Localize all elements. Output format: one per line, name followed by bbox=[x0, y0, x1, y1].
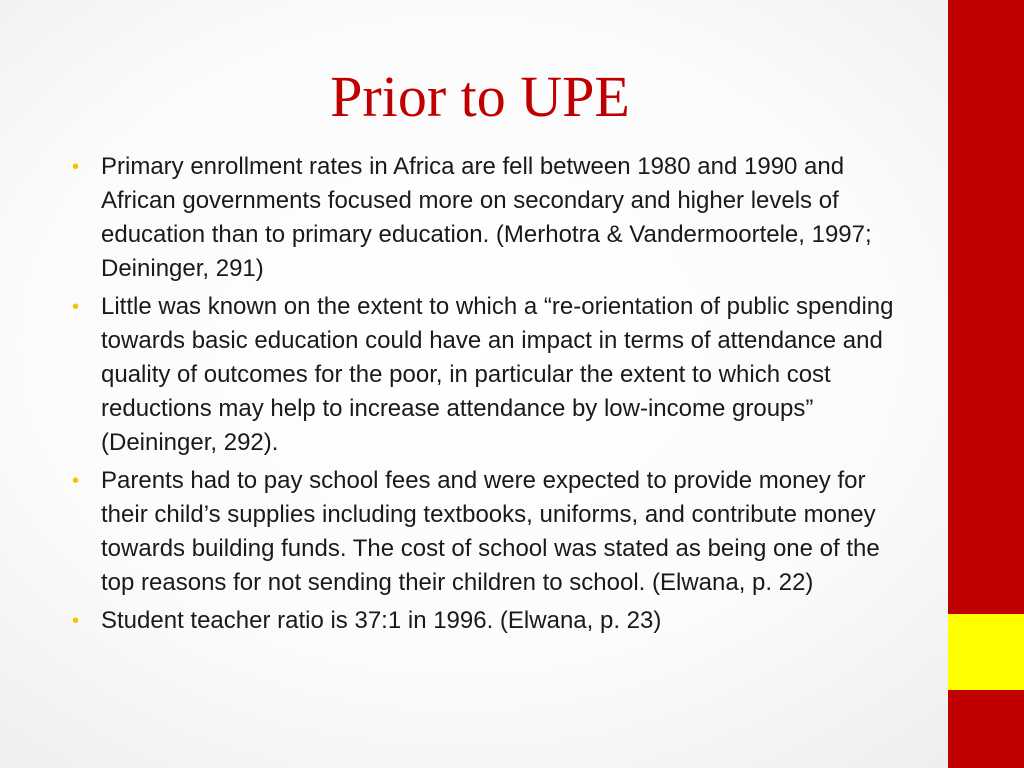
decorative-side-bar bbox=[948, 0, 1024, 768]
side-bar-red-top bbox=[948, 0, 1024, 614]
bullet-text: Little was known on the extent to which a “re-orientation of public spending towards basic education could have an impact in terms of attendance and quality of outcomes for the poor, in particular the extent to which cost reductions may help to increase attendance by low-income groups” (Deininger, 292). bbox=[101, 293, 894, 456]
bullet-item bbox=[72, 150, 902, 286]
slide-title: Prior to UPE bbox=[330, 64, 630, 129]
bullet-item bbox=[72, 464, 902, 600]
bullet-item bbox=[72, 604, 902, 638]
bullet-icon: • bbox=[72, 610, 80, 632]
bullet-text: Parents had to pay school fees and were expected to provide money for their child’s supplies including textbooks, uniforms, and contribute money towards building funds. The cost of school was stated as being one of the top reasons for not sending their children to school. (Elwana, p. 22) bbox=[101, 467, 880, 596]
side-bar-red-bottom bbox=[948, 690, 1024, 768]
bullet-icon: • bbox=[72, 156, 80, 178]
bullet-icon: • bbox=[72, 470, 80, 492]
bullet-text: Student teacher ratio is 37:1 in 1996. (Elwana, p. 23) bbox=[101, 607, 662, 634]
bullet-list bbox=[72, 150, 902, 642]
side-bar-yellow-stripe bbox=[948, 614, 1024, 690]
bullet-text: Primary enrollment rates in Africa are fell between 1980 and 1990 and African governments focused more on secondary and higher levels of education than to primary education. (Merhotra & Vandermoortele, 1997; Deininger, 291) bbox=[101, 153, 872, 282]
bullet-item bbox=[72, 290, 902, 460]
bullet-icon: • bbox=[72, 296, 80, 318]
